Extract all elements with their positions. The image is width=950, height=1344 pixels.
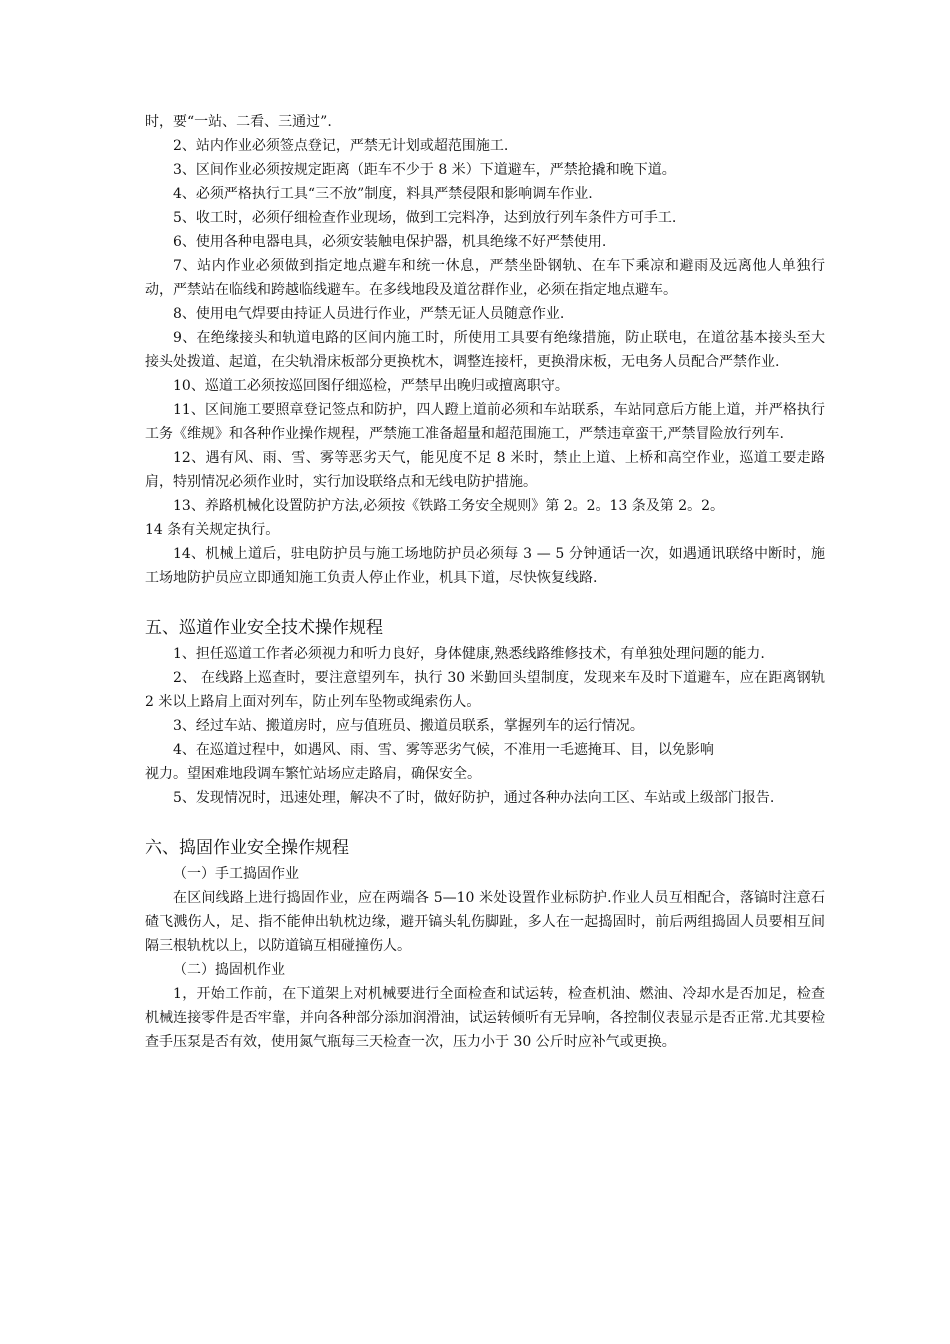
section-6-subheading-1: （一）手工捣固作业 — [173, 866, 299, 882]
document-page — [145, 110, 825, 1054]
rule-4: 4、必须严格执行工具“三不放”制度，料具严禁侵限和影响调车作业. — [173, 186, 593, 202]
rule-2: 2、站内作业必须签点登记，严禁无计划或超范围施工. — [173, 138, 509, 154]
section-5-item-4-continued: 视力。望困难地段调车繁忙站场应走路肩，确保安全。 — [145, 766, 481, 782]
section-6-paragraph-2: 1，开始工作前，在下道架上对机械要进行全面检查和试运转，检查机油、燃油、冷却水是否加足，检查机械连接零件是否牢靠，并向各种部分添加润滑油，试运转倾听有无异响，各控制仪表显示是否正常.尤其要检查手压泵是否有效，使用氮气瓶每三天检查一次，压力小于 30 公斤时应补气或更换。 — [145, 986, 825, 1050]
rule-5: 5、收工时，必须仔细检查作业现场，做到工完料净，达到放行列车条件方可手工. — [173, 210, 677, 226]
section-6-heading: 六、捣固作业安全操作规程 — [145, 838, 349, 858]
section-5-heading: 五、巡道作业安全技术操作规程 — [145, 618, 383, 638]
section-5-item-2: 2、 在线路上巡查时，要注意望列车，执行 30 米勤回头望制度，发现来车及时下道避车，应在距离钢轨 2 米以上路肩上面对列车，防止列车坠物或绳索伤人。 — [145, 670, 825, 710]
rule-13: 13、养路机械化设置防护方法,必须按《铁路工务安全规则》第 2。2。13 条及第 2。2。 — [173, 498, 725, 514]
section-5-item-3: 3、经过车站、搬道房时，应与值班员、搬道员联系，掌握列车的运行情况。 — [173, 718, 644, 734]
rule-9: 9、在绝缘接头和轨道电路的区间内施工时，所使用工具要有绝缘措施，防止联电，在道岔基本接头至大接头处拨道、起道，在尖轨滑床板部分更换枕木，调整连接杆，更换滑床板，无电务人员配合严禁作业. — [145, 330, 825, 370]
rule-3: 3、区间作业必须按规定距离（距车不少于 8 米）下道避车，严禁抢撬和晚下道。 — [173, 162, 676, 178]
section-5-item-5: 5、发现情况时，迅速处理，解决不了时，做好防护，通过各种办法向工区、车站或上级部门报告. — [173, 790, 775, 806]
section-5-item-1: 1、担任巡道工作者必须视力和听力良好，身体健康,熟悉线路维修技术，有单独处理问题的能力. — [173, 646, 765, 662]
section-5-item-4: 4、在巡道过程中，如遇风、雨、雪、雾等恶劣气候，不准用一毛遮掩耳、目，以免影响 — [173, 742, 714, 758]
rule-11: 11、区间施工要照章登记签点和防护，四人蹬上道前必须和车站联系，车站同意后方能上道，并严格执行工务《维规》和各种作业操作规程，严禁施工准备超量和超范围施工，严禁违章蛮干,严禁冒险放行列车. — [145, 402, 825, 442]
section-6-subheading-2: （二）捣固机作业 — [173, 962, 285, 978]
rule-12: 12、遇有风、雨、雪、雾等恶劣天气，能见度不足 8 米时，禁止上道、上桥和高空作业，巡道工要走路肩，特别情况必须作业时，实行加设联络点和无线电防护措施。 — [145, 450, 825, 490]
rule-7: 7、站内作业必须做到指定地点避车和统一休息，严禁坐卧钢轨、在车下乘凉和避雨及远离他人单独行动，严禁站在临线和跨越临线避车。在多线地段及道岔群作业，必须在指定地点避车。 — [145, 258, 825, 298]
rule-14: 14、机械上道后，驻电防护员与施工场地防护员必须每 3 — 5 分钟通话一次，如遇通讯联络中断时，施工场地防护员应立即通知施工负责人停止作业，机具下道，尽快恢复线路. — [145, 546, 825, 586]
rule-8: 8、使用电气焊要由持证人员进行作业，严禁无证人员随意作业. — [173, 306, 565, 322]
rule-10: 10、巡道工必须按巡回图仔细巡检，严禁早出晚归或擅离职守。 — [173, 378, 569, 394]
rule-13-continued: 14 条有关规定执行。 — [145, 522, 280, 538]
rule-6: 6、使用各种电器电具，必须安装触电保护器，机具绝缘不好严禁使用. — [173, 234, 607, 250]
paragraph: 时，要“一站、二看、三通过”. — [145, 114, 332, 130]
section-6-paragraph-1: 在区间线路上进行捣固作业，应在两端各 5—10 米处设置作业标防护.作业人员互相配合，落镐时注意石碴飞溅伤人，足、指不能伸出轨枕边缘，避开镐头轧伤脚趾，多人在一起捣固时，前后两组捣固人员要相互间隔三根轨枕以上，以防道镐互相碰撞伤人。 — [145, 890, 825, 954]
